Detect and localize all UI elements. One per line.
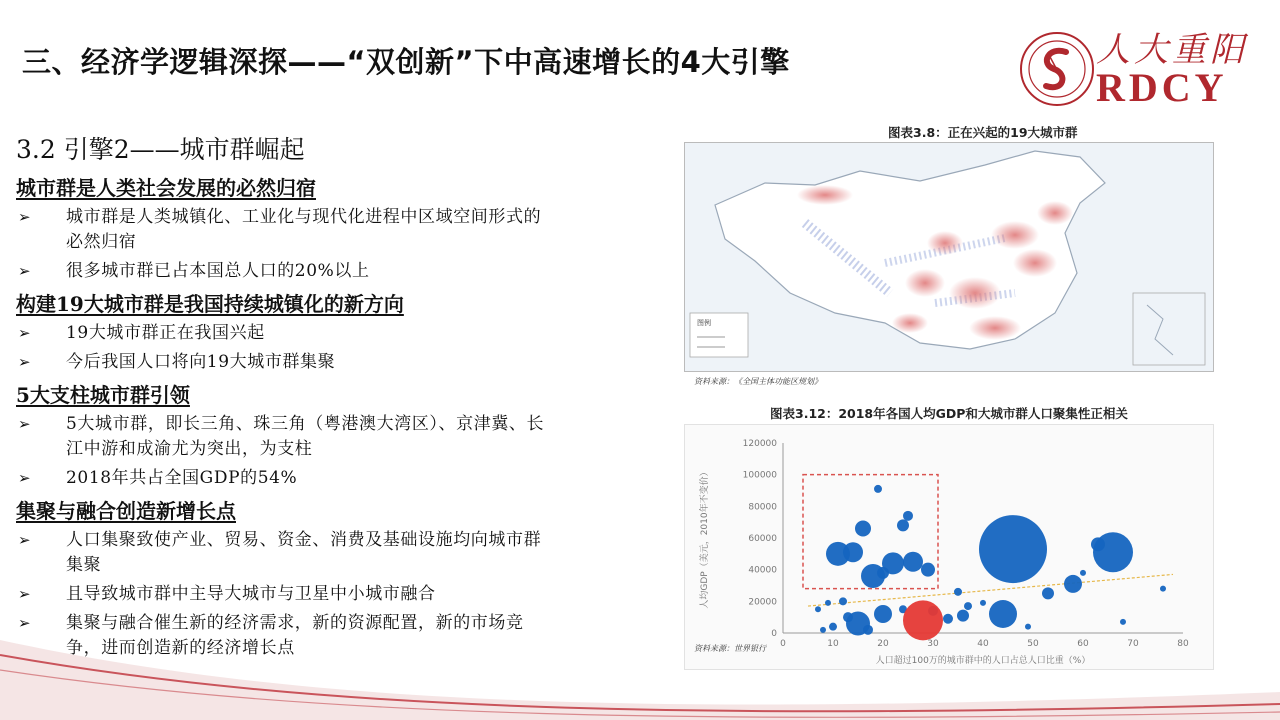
map-image <box>685 143 1213 371</box>
arrow-bullet-icon: ➢ <box>18 262 31 280</box>
heading-3: 5大支柱城市群引领 <box>16 383 190 407</box>
decorative-swoosh <box>0 600 1280 720</box>
data-point <box>897 519 909 531</box>
y-axis-label: 人均GDP（美元，2010年不变价） <box>700 467 710 609</box>
x-tick-label: 0 <box>780 639 786 649</box>
arrow-bullet-icon: ➢ <box>18 614 31 632</box>
bullet-item: ➢ 19大城市群正在我国兴起 <box>16 321 546 346</box>
seal-icon <box>1018 30 1096 108</box>
data-point <box>1080 570 1086 576</box>
data-point <box>1093 532 1133 572</box>
data-point <box>874 485 882 493</box>
y-tick-label: 0 <box>771 629 777 639</box>
bullet-item: ➢ 2018年共占全国GDP的54% <box>16 466 546 491</box>
data-point <box>979 515 1047 583</box>
x-tick-label: 10 <box>827 639 839 649</box>
x-axis-label: 人口超过100万的城市群中的人口占总人口比重（%） <box>875 656 1091 666</box>
x-tick-label: 80 <box>1177 639 1189 649</box>
data-point <box>843 542 863 562</box>
y-tick-label: 60000 <box>748 534 777 544</box>
bullet-item: ➢ 人口集聚致使产业、贸易、资金、消费及基础设施均向城市群集聚 <box>16 528 546 578</box>
arrow-bullet-icon: ➢ <box>18 208 31 226</box>
arrow-bullet-icon: ➢ <box>18 353 31 371</box>
logo-chinese-text: 人大重阳 <box>1096 30 1248 70</box>
data-point <box>861 564 885 588</box>
x-tick-label: 70 <box>1127 639 1139 649</box>
arrow-bullet-icon: ➢ <box>18 415 31 433</box>
bullet-item: ➢ 城市群是人类城镇化、工业化与现代化进程中区域空间形式的必然归宿 <box>16 205 546 255</box>
y-tick-label: 20000 <box>748 597 777 608</box>
bullet-item: ➢ 5大城市群，即长三角、珠三角（粤港澳大湾区）、京津冀、长江中游和成渝尤为突出，为支柱 <box>16 412 546 462</box>
arrow-bullet-icon: ➢ <box>18 531 31 549</box>
bullet-item: ➢ 且导致城市群中主导大城市与卫星中小城市融合 <box>16 582 546 607</box>
data-point <box>1042 587 1054 599</box>
logo-english-text: RDCY <box>1096 65 1228 110</box>
arrow-bullet-icon: ➢ <box>18 469 31 487</box>
chart-caption: 图表3.12：2018年各国人均GDP和大城市群人口聚集性正相关 <box>770 406 1128 421</box>
content-column <box>16 130 546 665</box>
rdcy-logo <box>1010 22 1265 110</box>
data-point <box>1064 575 1082 593</box>
data-point <box>1160 586 1166 592</box>
x-tick-label: 50 <box>1027 639 1039 649</box>
y-tick-label: 120000 <box>742 439 777 449</box>
data-point <box>903 552 923 572</box>
x-tick-label: 40 <box>977 639 989 649</box>
heading-2: 构建19大城市群是我国持续城镇化的新方向 <box>16 292 404 316</box>
heading-4: 集聚与融合创造新增长点 <box>16 499 236 523</box>
x-tick-label: 20 <box>877 639 889 649</box>
bullet-item: ➢ 今后我国人口将向19大城市群集聚 <box>16 350 546 375</box>
x-tick-label: 60 <box>1077 639 1089 649</box>
y-tick-label: 40000 <box>748 565 777 576</box>
y-tick-label: 100000 <box>742 470 777 481</box>
data-point <box>954 588 962 596</box>
x-tick-label: 30 <box>927 639 939 649</box>
y-tick-label: 80000 <box>748 502 777 513</box>
data-point <box>903 511 913 521</box>
bullet-item: ➢ 集聚与融合催生新的经济需求，新的资源配置，新的市场竞争，进而创造新的经济增长点 <box>16 611 546 661</box>
map-source: 资料来源：《全国主体功能区规划》 <box>694 377 822 386</box>
data-point <box>855 521 871 537</box>
heading-1: 城市群是人类社会发展的必然归宿 <box>16 176 316 200</box>
map-caption: 图表3.8：正在兴起的19大城市群 <box>888 125 1078 140</box>
map-legend-title: 图例 <box>697 319 711 327</box>
bullet-item: ➢ 很多城市群已占本国总人口的20%以上 <box>16 259 546 284</box>
chart-source: 资料来源：世界银行 <box>694 644 766 653</box>
arrow-bullet-icon: ➢ <box>18 585 31 603</box>
data-point <box>921 563 935 577</box>
page-title: 三、经济学逻辑深探——“双创新”下中高速增长的4大引擎 <box>22 45 790 79</box>
arrow-bullet-icon: ➢ <box>18 324 31 342</box>
section-title: 3.2 引擎2——城市群崛起 <box>16 135 305 164</box>
china-city-clusters-map <box>684 142 1214 372</box>
